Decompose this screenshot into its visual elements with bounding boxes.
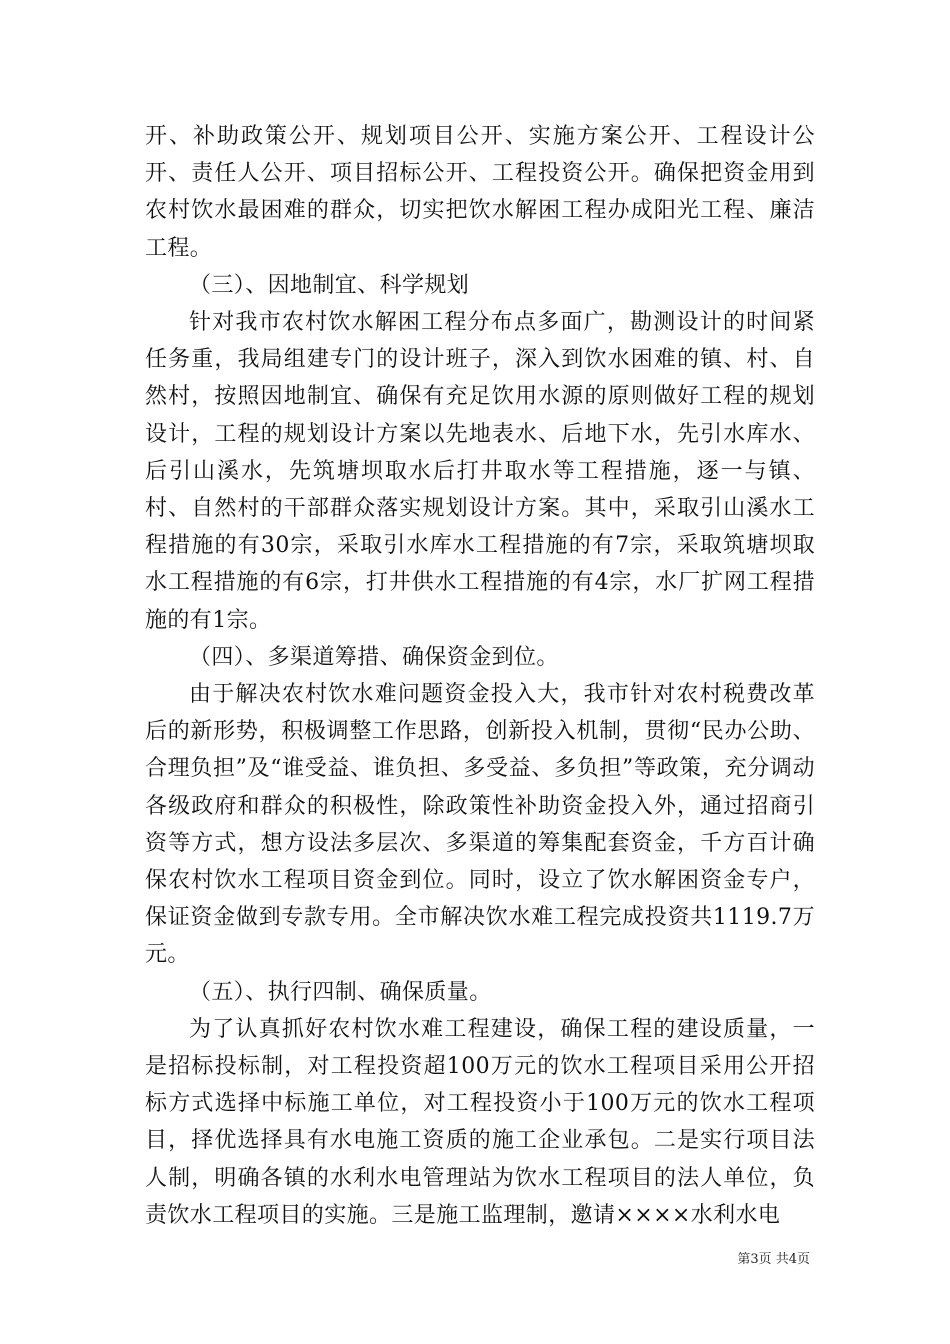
paragraph-quality: 为了认真抓好农村饮水难工程建设，确保工程的建设质量，一是招标投标制，对工程投资超100万元的饮水工程项目采用公开招标方式选择中标施工单位，对工程投资小于100万元的饮水工程项目，择优选择具有水电施工资质的施工企业承包。二是实行项目法人制，明确各镇的水利水电管理站为饮水工程项目的法人单位，负责饮水工程项目的实施。三是施工监理制，邀请××××水利水电 xyxy=(145,1016,815,1228)
section-heading-5: （五）、执行四制、确保质量。 xyxy=(189,979,492,1005)
section-heading-3: （三）、因地制宜、科学规划 xyxy=(189,272,470,298)
paragraph-funding: 由于解决农村饮水难问题资金投入大，我市针对农村税费改革后的新形势，积极调整工作思路，创新投入机制，贯彻“民办公助、合理负担”及“谁受益、谁负担、多受益、多负担”等政策，充分调动各级政府和群众的积极性，除政策性补助资金投入外，通过招商引资等方式，想方设法多层次、多渠道的筹集配套资金，千方百计确保农村饮水工程项目资金到位。同时，设立了饮水解困资金专户，保证资金做到专款专用。全市解决饮水难工程完成投资共1119.7万元。 xyxy=(145,682,815,968)
paragraph-continuation: 开、补助政策公开、规划项目公开、实施方案公开、工程设计公开、责任人公开、项目招标公开、工程投资公开。确保把资金用到农村饮水最困难的群众，切实把饮水解困工程办成阳光工程、廉洁工程。 xyxy=(145,124,815,261)
paragraph-planning: 针对我市农村饮水解困工程分布点多面广，勘测设计的时间紧任务重，我局组建专门的设计班子，深入到饮水困难的镇、村、自然村，按照因地制宜、确保有充足饮用水源的原则做好工程的规划设计，工程的规划设计方案以先地表水、后地下水，先引水库水、后引山溪水，先筑塘坝取水后打井取水等工程措施，逐一与镇、村、自然村的干部群众落实规划设计方案。其中，采取引山溪水工程措施的有30宗，采取引水库水工程措施的有7宗，采取筑塘坝取水工程措施的有6宗，打井供水工程措施的有4宗，水厂扩网工程措施的有1宗。 xyxy=(145,310,815,633)
section-heading-4: （四）、多渠道筹措、确保资金到位。 xyxy=(189,644,559,670)
page-number-footer: 第3页 共4页 xyxy=(737,1252,810,1267)
document-body xyxy=(145,118,815,1234)
